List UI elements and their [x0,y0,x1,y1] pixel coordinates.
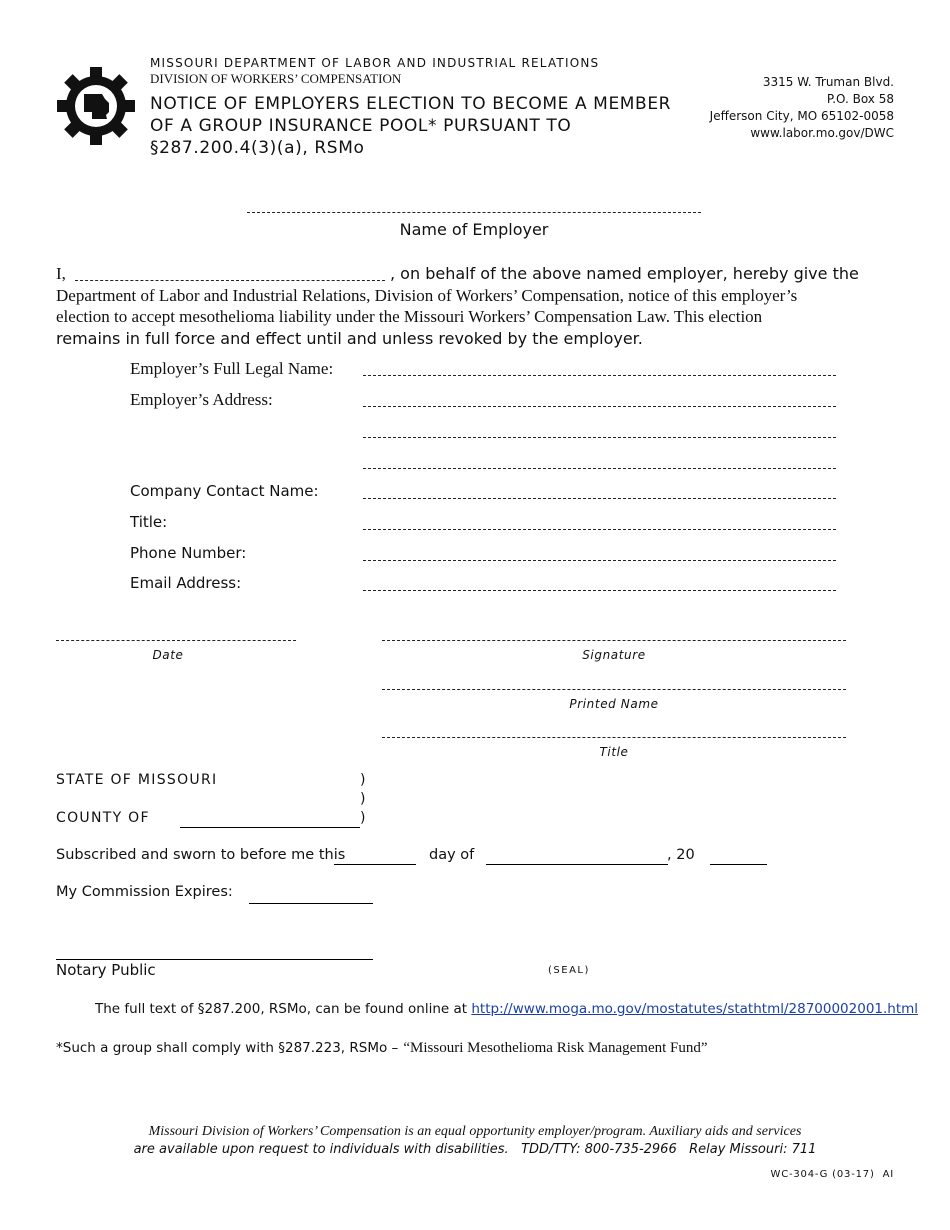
notary-signature-line[interactable] [56,959,373,960]
office-address [710,74,894,142]
paren-2: ) [360,791,366,807]
contact-name-line[interactable] [363,498,836,499]
signer-title-caption: Title [599,745,629,759]
eeo-statement-line2: are available upon request to individuals with disabilities. TDD/TTY: 800-735-2966 Relay Missouri: 711 [133,1142,817,1157]
county-line[interactable] [180,827,360,828]
form-title [150,93,671,159]
county-label: COUNTY OF [56,810,150,826]
signature-line[interactable] [382,640,846,641]
state-label: STATE OF MISSOURI [56,772,218,788]
group-note [56,1037,708,1057]
paren-1: ) [360,772,366,788]
title-label: Title: [130,513,168,531]
form-title-line2: OF A GROUP INSURANCE POOL* PURSUANT TO [150,116,572,136]
address-label: Employer’s Address: [130,390,273,409]
paren-3: ) [360,810,366,826]
form-title-line1: NOTICE OF EMPLOYERS ELECTION TO BECOME A MEMBER [150,94,672,114]
day-of-label: day of [429,847,475,863]
phone-label: Phone Number: [130,544,247,562]
intro-line1: , on behalf of the above named employer, hereby give the [390,264,859,283]
address-po-box: P.O. Box 58 [826,92,894,106]
title-line[interactable] [363,529,836,530]
address-line-2[interactable] [363,437,836,438]
commission-line[interactable] [249,903,373,904]
group-note-fund: “Missouri Mesothelioma Risk Management Fund” [403,1040,708,1056]
intro-line2: Department of Labor and Industrial Relations, Division of Workers’ Compensation, notice of this employer’s [56,286,798,305]
eeo-statement-line1: Missouri Division of Workers’ Compensation is an equal opportunity employer/program. Auxiliary aids and services [148,1124,802,1139]
statute-note [95,1001,918,1017]
printed-name-line[interactable] [382,689,846,690]
missouri-gear-logo [57,67,135,145]
notary-public-label: Notary Public [56,961,156,979]
day-line[interactable] [334,864,416,865]
legal-name-label: Employer’s Full Legal Name: [130,359,334,378]
seal-label: (SEAL) [548,965,590,976]
form-id: WC-304-G (03-17) AI [770,1169,894,1180]
intro-prefix: I, [56,264,66,283]
intro-line4: remains in full force and effect until and unless revoked by the employer. [56,329,643,348]
group-note-text: *Such a group shall comply with §287.223, RSMo – [56,1040,399,1056]
address-website: www.labor.mo.gov/DWC [750,126,894,140]
intro-line3: election to accept mesothelioma liability under the Missouri Workers’ Compensation Law. This election [56,307,763,326]
statute-link[interactable]: http://www.moga.mo.gov/mostatutes/stathtml/28700002001.html [471,1001,919,1017]
year-line[interactable] [710,864,767,865]
month-line[interactable] [486,864,668,865]
year-prefix: , 20 [667,847,695,863]
signature-caption: Signature [582,648,646,662]
employer-name-caption: Name of Employer [399,220,549,239]
legal-name-line[interactable] [363,375,836,376]
employer-name-line[interactable] [247,212,701,213]
department-name: MISSOURI DEPARTMENT OF LABOR AND INDUSTRIAL RELATIONS [150,56,600,70]
commission-label: My Commission Expires: [56,884,233,900]
address-line-3[interactable] [363,468,836,469]
declarant-name-line[interactable] [75,280,385,281]
contact-name-label: Company Contact Name: [130,482,319,500]
statute-note-text: The full text of §287.200, RSMo, can be found online at [95,1001,468,1017]
date-caption: Date [152,648,184,662]
address-street: 3315 W. Truman Blvd. [762,75,894,89]
email-label: Email Address: [130,574,242,592]
email-line[interactable] [363,590,836,591]
subscribed-label: Subscribed and sworn to before me this [56,847,346,863]
printed-name-caption: Printed Name [569,697,659,711]
signer-title-line[interactable] [382,737,846,738]
form-title-line3: §287.200.4(3)(a), RSMo [150,138,365,158]
division-name: DIVISION OF WORKERS’ COMPENSATION [150,71,402,86]
date-line[interactable] [56,640,296,641]
address-city: Jefferson City, MO 65102-0058 [709,109,894,123]
address-line-1[interactable] [363,406,836,407]
phone-line[interactable] [363,560,836,561]
